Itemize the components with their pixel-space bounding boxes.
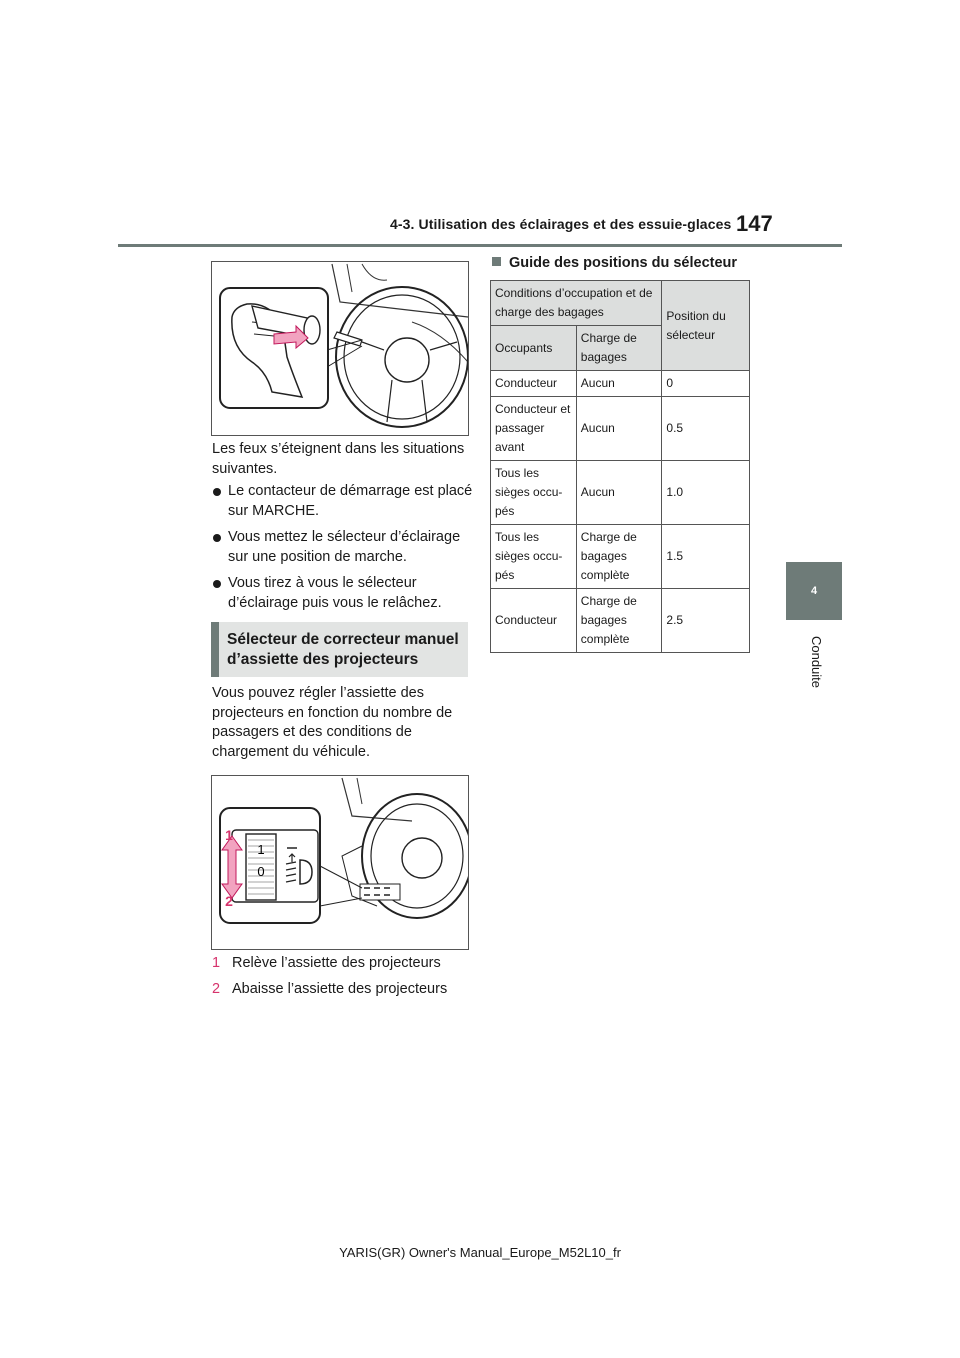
legend-item (212, 980, 474, 1000)
table-header-row (491, 281, 750, 326)
table-header-occupants: Occupants (491, 326, 577, 371)
section-heading (211, 622, 468, 677)
header-rule (118, 244, 842, 247)
selector-position-table (490, 280, 750, 653)
square-bullet-icon (492, 257, 501, 266)
table-cell: Tous les sièges occu-pés (491, 461, 577, 525)
list-item-text: Vous mettez le sélecteur d’éclairage sur une position de marche. (228, 529, 461, 565)
table-cell: 2.5 (662, 589, 750, 653)
chapter-name: Conduite (809, 635, 824, 689)
bullet-icon (213, 534, 221, 542)
table-cell: Conducteur (491, 371, 577, 397)
intro-text: Les feux s’éteignent dans les situations suivantes. (212, 441, 465, 477)
light-switch-figure (211, 261, 469, 436)
table-header-position: Position du sélecteur (662, 281, 750, 371)
table-title-text: Guide des positions du sélecteur (509, 255, 738, 271)
legend-number: 2 (212, 980, 221, 997)
light-switch-illustration (212, 262, 468, 435)
page-number: 147 (736, 211, 773, 236)
dial-label-top: 1 (257, 842, 265, 857)
heading-accent-bar (211, 622, 219, 677)
table-cell: Aucun (576, 371, 662, 397)
leveling-dial-illustration (212, 776, 468, 949)
chapter-number: 4 (810, 585, 818, 597)
figure-legend (212, 954, 474, 1005)
legend-number: 1 (212, 955, 221, 971)
table-cell: Aucun (576, 461, 662, 525)
table-cell: Charge de bagages complète (576, 589, 662, 653)
table-cell: Tous les sièges occu-pés (491, 525, 577, 589)
footer-text: YARIS(GR) Owner's Manual_Europe_M52L10_fr (339, 1245, 621, 1260)
list-item-text: Vous tirez à vous le sélecteur d’éclairage puis vous le relâchez. (228, 575, 442, 611)
dial-label-bottom: 0 (257, 864, 265, 879)
section-text: Vous pouvez régler l’assiette des projecteurs en fonction du nombre de passagers et des conditions de chargement du véhicule. (212, 685, 453, 760)
section-label: 4-3. Utilisation des éclairages et des essuie-glaces (390, 216, 732, 232)
table-header-charge: Charge de bagages (576, 326, 662, 371)
chapter-tab[interactable] (786, 562, 842, 620)
section-heading-text: Sélecteur de correcteur manuel d’assiette des projecteurs (227, 631, 459, 668)
bullet-icon (213, 580, 221, 588)
table-cell: Conducteur et passager avant (491, 397, 577, 461)
table-cell: 0 (662, 371, 750, 397)
table-title (492, 255, 737, 271)
table-cell: Conducteur (491, 589, 577, 653)
leveling-dial-figure (211, 775, 469, 950)
table-cell: 1.0 (662, 461, 750, 525)
table-cell: Charge de bagages complète (576, 525, 662, 589)
list-item (212, 482, 474, 521)
table-row (491, 371, 750, 397)
list-item-text: Le contacteur de démarrage est placé sur MARCHE. (228, 483, 473, 519)
legend-text: Abaisse l’assiette des projecteurs (232, 980, 448, 997)
table-header-conditions: Conditions d’occupation et de charge des bagages (491, 281, 662, 326)
table-cell: 1.5 (662, 525, 750, 589)
arrow-label-up: 1 (225, 827, 233, 843)
legend-text: Relève l’assiette des projecteurs (232, 955, 441, 971)
table-row (491, 525, 750, 589)
table-row (491, 589, 750, 653)
legend-item (212, 954, 474, 974)
table-cell: 0.5 (662, 397, 750, 461)
list-item (212, 574, 474, 613)
arrow-label-down: 2 (225, 893, 233, 909)
table-cell: Aucun (576, 397, 662, 461)
bullet-icon (213, 488, 221, 496)
list-item (212, 528, 474, 567)
table-row (491, 461, 750, 525)
table-row (491, 397, 750, 461)
conditions-list (212, 482, 474, 620)
